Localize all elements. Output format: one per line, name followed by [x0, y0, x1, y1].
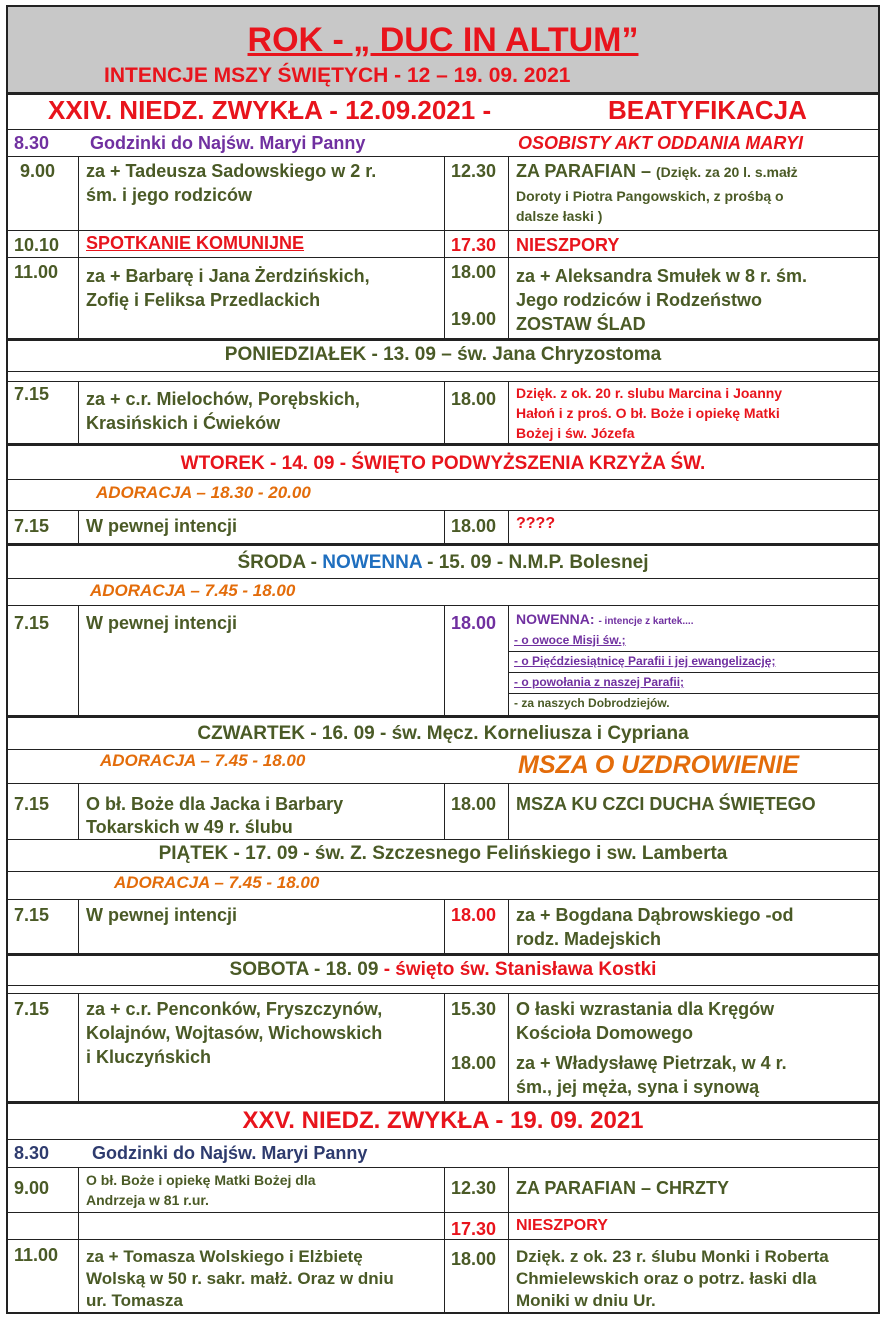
- sunday-19-parish-baptisms: ZA PARAFIAN – CHRZTY: [516, 1178, 729, 1198]
- sunday-19-intention-1800-l2: Chmielewskich oraz o potrz. łaski dla: [516, 1269, 817, 1288]
- saturday-time-715: 7.15: [14, 999, 50, 1019]
- wednesday-novena-l5: - za naszych Dobrodziejów.: [514, 696, 670, 710]
- friday-title: PIĄTEK - 17. 09 - św. Z. Szczesnego Felińskiego i sw. Lamberta: [158, 843, 728, 864]
- wednesday-time-715: 7.15: [14, 613, 50, 633]
- wednesday-intention-715: W pewnej intencji: [86, 613, 238, 633]
- thursday-intention-715-l1: O bł. Boże dla Jacka i Barbary: [86, 794, 344, 814]
- saturday-intention-1800-l1: za + Władysławę Pietrzak, w 4 r.: [516, 1053, 787, 1073]
- sunday-12-intention-1230-l2: Doroty i Piotra Pangowskich, z prośbą o: [516, 188, 784, 204]
- sunday-12-thanksgiving: (Dzięk. za 20 l. s.małż: [656, 164, 798, 180]
- sunday-12-intention-1100-l2: Zofię i Feliksa Przedlackich: [86, 290, 321, 310]
- sunday-12-intention-900-l2: śm. i jego rodziców: [86, 185, 253, 205]
- sunday-12-time-1730: 17.30: [451, 235, 497, 255]
- sunday-19-time-1100: 11.00: [14, 1245, 59, 1265]
- wednesday-title-novena: NOWENNA: [322, 552, 422, 573]
- monday-time-715: 7.15: [14, 384, 50, 404]
- thursday-adoration: ADORACJA – 7.45 - 18.00: [100, 751, 306, 770]
- wednesday-novena-l4: - o powołania z naszej Parafii;: [514, 675, 685, 689]
- sunday-19-time-900: 9.00: [14, 1178, 50, 1198]
- sunday-12-time-1100: 11.00: [14, 262, 59, 282]
- wednesday-title-feast: - 15. 09 - N.M.P. Bolesnej: [427, 552, 649, 573]
- sunday-12-intention-1230-l3: dalsze łaski ): [516, 208, 603, 224]
- sunday-12-act-of-dedication: OSOBISTY AKT ODDANIA MARYI: [518, 133, 804, 153]
- sunday-19-godzinki: Godzinki do Najśw. Maryi Panny: [92, 1143, 368, 1163]
- thursday-mass-holy-spirit: MSZA KU CZCI DUCHA ŚWIĘTEGO: [516, 794, 816, 814]
- monday-intention-1800-l2: Hałoń i z proś. O bł. Boże i opiekę Matki: [516, 405, 780, 421]
- wednesday-title-day: ŚRODA -: [237, 552, 317, 573]
- wednesday-novena-l3: - o Pięćdziesiątnicę Parafii i jej ewangelizację;: [514, 654, 776, 668]
- sunday-12-intention-1100-l1: za + Barbarę i Jana Żerdzińskich,: [86, 266, 370, 286]
- sunday-19-time-1730: 17.30: [451, 1219, 497, 1239]
- sunday-19-vespers: NIESZPORY: [516, 1217, 608, 1234]
- sunday-19-intention-1800-l1: Dzięk. z ok. 23 r. ślubu Monki i Roberta: [516, 1247, 829, 1266]
- friday-intention-1800-l1: za + Bogdana Dąbrowskiego -od: [516, 905, 794, 925]
- wednesday-time-1800: 18.00: [451, 613, 497, 633]
- sunday-12-title: XXIV. NIEDZ. ZWYKŁA - 12.09.2021 -: [48, 95, 492, 125]
- wednesday-novena-label: NOWENNA:: [516, 611, 595, 627]
- page-title: ROK - „ DUC IN ALTUM”: [247, 21, 639, 59]
- schedule-sheet: [6, 5, 880, 1314]
- saturday-title-feast: - święto św. Stanisława Kostki: [383, 959, 657, 980]
- tuesday-title: WTOREK - 14. 09 - ŚWIĘTO PODWYŻSZENIA KRZYŻA ŚW.: [180, 453, 706, 474]
- sunday-12-intention-1800-l1: za + Aleksandra Smułek w 8 r. śm.: [516, 266, 807, 286]
- saturday-intention-1800-l2: śm., jej męża, syna i synową: [516, 1077, 760, 1097]
- wednesday-title: [8, 552, 878, 574]
- sunday-12-za-parafian: ZA PARAFIAN –: [516, 161, 651, 181]
- sunday-12-intention-1800-l2: Jego rodziców i Rodzeństwo: [516, 290, 763, 310]
- tuesday-time-1800: 18.00: [451, 516, 497, 536]
- monday-title: PONIEDZIAŁEK - 13. 09 – św. Jana Chryzostoma: [224, 344, 662, 365]
- sunday-12-time-1010: 10.10: [14, 235, 60, 255]
- sunday-12-godzinki: Godzinki do Najśw. Maryi Panny: [90, 133, 366, 153]
- sunday-19-intention-1100-l1: za + Tomasza Wolskiego i Elżbietę: [86, 1247, 363, 1266]
- monday-intention-1800-l1: Dzięk. z ok. 20 r. slubu Marcina i Joanny: [516, 385, 783, 401]
- sunday-19-intention-900-l2: Andrzeja w 81 r.ur.: [86, 1192, 209, 1208]
- sunday-12-beatification: BEATYFIKACJA: [608, 95, 807, 125]
- sunday-12-intention-900-l1: za + Tadeusza Sadowskiego w 2 r.: [86, 161, 377, 181]
- wednesday-adoration: ADORACJA – 7.45 - 18.00: [90, 581, 296, 600]
- saturday-title-day: SOBOTA - 18. 09: [229, 959, 379, 980]
- friday-time-715: 7.15: [14, 905, 50, 925]
- monday-intention-715-l2: Krasińskich i Ćwieków: [86, 413, 281, 433]
- friday-adoration: ADORACJA – 7.45 - 18.00: [114, 873, 320, 892]
- sunday-12-zostaw-slad: ZOSTAW ŚLAD: [516, 314, 646, 334]
- sunday-12-intention-1230-l1: [516, 161, 798, 182]
- saturday-time-1530: 15.30: [451, 999, 497, 1019]
- sunday-12-communion-meeting: SPOTKANIE KOMUNIJNE: [86, 233, 305, 253]
- friday-intention-715: W pewnej intencji: [86, 905, 238, 925]
- monday-time-1800: 18.00: [451, 389, 497, 409]
- sunday-12-time-1800: 18.00: [451, 262, 497, 282]
- thursday-healing-mass: MSZA O UZDROWIENIE: [518, 751, 800, 779]
- page-subtitle: INTENCJE MSZY ŚWIĘTYCH - 12 – 19. 09. 2021: [104, 64, 571, 87]
- saturday-time-1800: 18.00: [451, 1053, 497, 1073]
- sunday-19-time-1230: 12.30: [451, 1178, 497, 1198]
- saturday-intention-715-l3: i Kluczyńskich: [86, 1047, 212, 1067]
- thursday-title: CZWARTEK - 16. 09 - św. Męcz. Korneliusza i Cypriana: [197, 723, 689, 744]
- saturday-intention-715-l2: Kolajnów, Wojtasów, Wichowskich: [86, 1023, 383, 1043]
- tuesday-time-715: 7.15: [14, 516, 50, 536]
- wednesday-novena-l1: [516, 611, 693, 628]
- sunday-19-time-1800: 18.00: [451, 1249, 497, 1269]
- sunday-19-intention-1800-l3: Moniki w dniu Ur.: [516, 1291, 656, 1310]
- sunday-19-intention-900-l1: O bł. Boże i opiekę Matki Bożej dla: [86, 1172, 316, 1188]
- monday-intention-1800-l3: Bożej i św. Józefa: [516, 425, 635, 441]
- thursday-time-715: 7.15: [14, 794, 50, 814]
- friday-intention-1800-l2: rodz. Madejskich: [516, 929, 662, 949]
- sunday-12-vespers: NIESZPORY: [516, 235, 620, 255]
- tuesday-intention-715: W pewnej intencji: [86, 516, 238, 536]
- sunday-12-time-900: 9.00: [20, 161, 56, 181]
- wednesday-novena-l2: - o owoce Misji św.;: [514, 633, 626, 647]
- monday-intention-715-l1: za + c.r. Mielochów, Porębskich,: [86, 389, 360, 409]
- saturday-intention-1530-l1: O łaski wzrastania dla Kręgów: [516, 999, 775, 1019]
- sunday-12-time-830: 8.30: [14, 133, 50, 153]
- sunday-12-time-1230: 12.30: [451, 161, 497, 181]
- sunday-12-time-1900: 19.00: [451, 309, 497, 329]
- thursday-time-1800: 18.00: [451, 794, 497, 814]
- tuesday-adoration: ADORACJA – 18.30 - 20.00: [96, 483, 311, 502]
- friday-time-1800: 18.00: [451, 905, 497, 925]
- wednesday-novena-note: - intencje z kartek....: [598, 616, 694, 627]
- saturday-title: [8, 959, 878, 981]
- saturday-intention-1530-l2: Kościoła Domowego: [516, 1023, 694, 1043]
- sunday-19-intention-1100-l3: ur. Tomasza: [86, 1291, 183, 1310]
- sunday-19-title: XXV. NIEDZ. ZWYKŁA - 19. 09. 2021: [242, 1107, 644, 1134]
- sunday-19-time-830: 8.30: [14, 1143, 50, 1163]
- saturday-intention-715-l1: za + c.r. Penconków, Fryszczynów,: [86, 999, 383, 1019]
- thursday-intention-715-l2: Tokarskich w 49 r. ślubu: [86, 817, 293, 837]
- tuesday-intention-1800: ????: [516, 515, 556, 532]
- sunday-19-intention-1100-l2: Wolską w 50 r. sakr. małż. Oraz w dniu: [86, 1269, 394, 1288]
